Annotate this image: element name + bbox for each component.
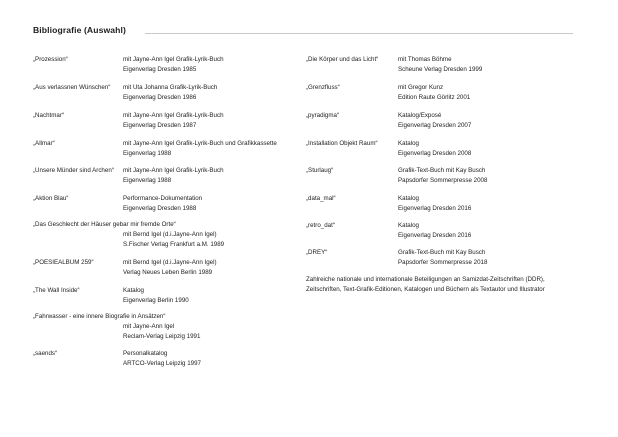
entry-title: „Installation Objekt Raum“ — [306, 140, 378, 147]
entry-line: S.Fischer Verlag Frankfurt a.M. 1989 — [123, 241, 225, 249]
entry-title: „Fahrwasser - eine innere Biografie in Ansätzen“ — [33, 313, 166, 320]
entry-title: „retro_dat“ — [306, 222, 335, 229]
entry-line: Papsdorfer Sommerpresse 2018 — [398, 259, 488, 267]
page-heading: Bibliografie (Auswahl) — [33, 25, 126, 35]
entry-line: Grafik-Text-Buch mit Kay Busch — [398, 249, 486, 256]
entry-line: mit Jayne-Ann Igel Grafik-Lyrik-Buch — [123, 56, 224, 63]
entry-line: Eigenverlag Dresden 2007 — [398, 122, 472, 130]
heading-rule — [145, 33, 573, 34]
entry-line: Eigenverlag Dresden 2016 — [398, 232, 472, 240]
entry-line: Eigenverlag Dresden 1985 — [123, 66, 197, 74]
entry-title: „Aus verlassnen Wünschen“ — [33, 84, 111, 91]
bibliography-entry — [33, 312, 200, 343]
entry-line: Eigenverlag Berlin 1990 — [123, 297, 189, 305]
entry-line: Katalog — [123, 287, 144, 294]
entry-line: mit Jayne-Ann Igel Grafik-Lyrik-Buch — [123, 112, 224, 119]
entry-line: Performance-Dokumentation — [123, 195, 203, 202]
entry-title: „Allmar“ — [33, 140, 55, 147]
entry-line: mit Jayne-Ann Igel Grafik-Lyrik-Buch — [123, 167, 224, 174]
entry-line: Grafik-Text-Buch mit Kay Busch — [398, 167, 486, 174]
entry-line: Edition Raute Görlitz 2001 — [398, 94, 471, 102]
entry-title: „Nachtmar“ — [33, 112, 64, 119]
entry-line: Katalog — [398, 140, 419, 147]
entry-line: Scheune Verlag Dresden 1999 — [398, 66, 483, 74]
note-line: Zahlreiche nationale und internationale Beteiligungen an Samizdat-Zeitschriften (DDR), — [306, 276, 545, 283]
entry-title: „DREY“ — [306, 249, 328, 256]
entry-title: „Das Geschlecht der Häuser gebar mir fremde Orte“ — [33, 221, 176, 228]
entry-title: „Unsere Münder sind Archen“ — [33, 167, 114, 174]
entry-line: Katalog/Exposé — [398, 112, 442, 119]
entry-title: „Aktion Blau“ — [33, 195, 69, 202]
entry-title: „pyradigma“ — [306, 112, 340, 119]
entry-line: Eigenverlag Dresden 1988 — [123, 205, 197, 213]
entry-line: Eigenverlag 1988 — [123, 177, 172, 185]
entry-line: Papsdorfer Sommerpresse 2008 — [398, 177, 488, 185]
entry-title: „The Wall Inside“ — [33, 287, 80, 294]
entry-title: „Grenzfluss“ — [306, 84, 340, 91]
entry-line: mit Gregor Kunz — [398, 84, 444, 91]
entry-line: mit Bernd Igel (d.i.Jayne-Ann Igel) — [123, 259, 217, 266]
bibliography-entry — [33, 220, 224, 251]
entry-line: mit Jayne-Ann Igel — [123, 323, 175, 331]
entry-line: Eigenverlag 1988 — [123, 150, 172, 158]
entry-title: „Prozession“ — [33, 56, 68, 63]
entry-line: Verlag Neues Leben Berlin 1989 — [123, 269, 213, 277]
entry-title: „Sturlaug“ — [306, 167, 334, 174]
entry-line: mit Thomas Böhme — [398, 56, 452, 63]
entry-line: mit Uta Johanna Grafik-Lyrik-Buch — [123, 84, 218, 91]
entry-line: Eigenverlag Dresden 1986 — [123, 94, 197, 102]
entry-line: Eigenverlag Dresden 2016 — [398, 205, 472, 213]
entry-line: mit Jayne-Ann Igel Grafik-Lyrik-Buch und Grafikkassette — [123, 140, 277, 147]
entry-line: Katalog — [398, 222, 419, 229]
entry-title: „data_mal“ — [306, 195, 336, 202]
entry-line: Reclam-Verlag Leipzig 1991 — [123, 333, 201, 341]
entry-line: Katalog — [398, 195, 419, 202]
entry-title: „saends“ — [33, 350, 58, 357]
entry-line: Eigenverlag Dresden 1987 — [123, 122, 197, 130]
note-line: Zeitschriften, Text-Grafik-Editionen, Katalogen und Büchern als Textautor und Illustrator — [306, 286, 545, 294]
entry-line: ARTCO-Verlag Leipzig 1997 — [123, 360, 201, 368]
entry-line: Personalkatalog — [123, 350, 168, 357]
entry-title: „Die Körper und das Licht“ — [306, 56, 379, 63]
entry-line: Eigenverlag Dresden 2008 — [398, 150, 472, 158]
entry-line: mit Bernd Igel (d.i.Jayne-Ann Igel) — [123, 231, 217, 239]
bibliography-note — [306, 275, 545, 295]
entry-title: „POESIEALBUM 259“ — [33, 259, 94, 266]
